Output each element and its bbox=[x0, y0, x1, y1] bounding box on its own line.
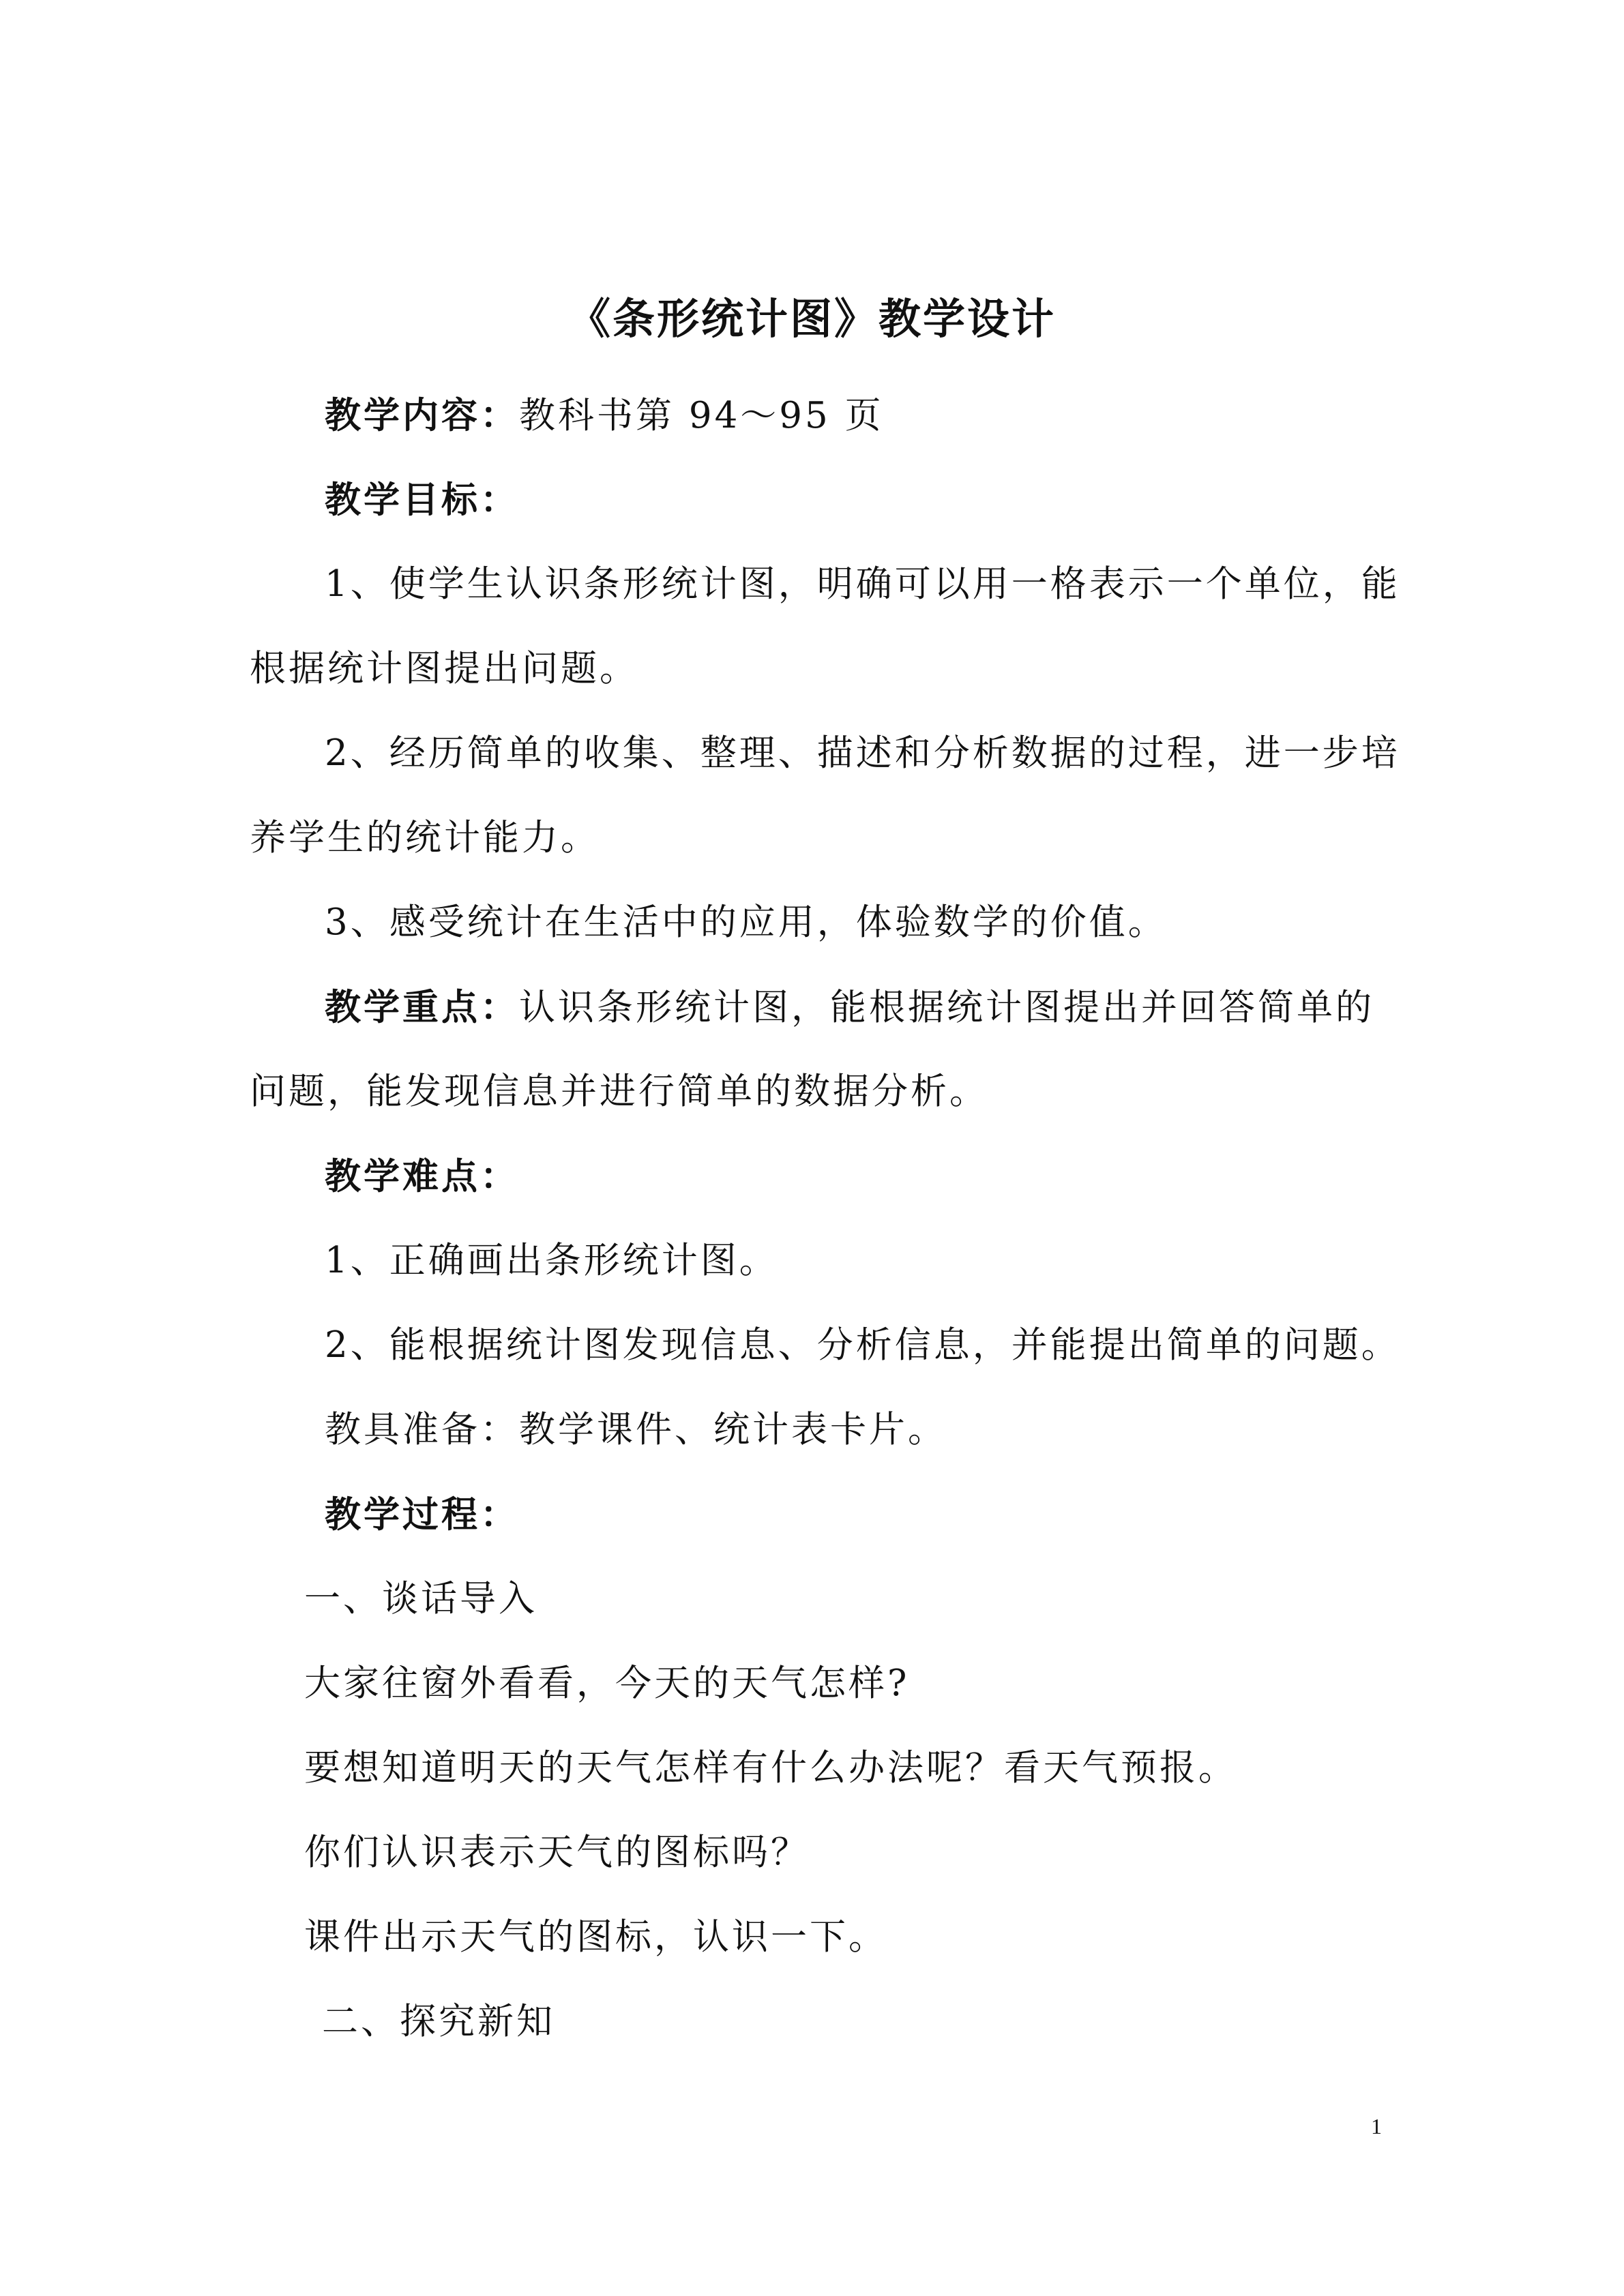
difficulty-1: 1、正确画出条形统计图。 bbox=[325, 1240, 778, 1281]
difficulty-label: 教学难点： bbox=[325, 1155, 519, 1197]
section-2-heading: 二、探究新知 bbox=[322, 2001, 555, 2042]
teaching-goals-label: 教学目标： bbox=[325, 479, 519, 521]
teaching-process-label: 教学过程： bbox=[325, 1493, 519, 1536]
teaching-content-label: 教学内容： bbox=[325, 394, 519, 436]
paragraph-2: 要想知道明天的天气怎样有什么办法呢？看天气预报。 bbox=[304, 1747, 1237, 1789]
goal-2-line-1: 2、经历简单的收集、整理、描述和分析数据的过程，进一步培 bbox=[325, 732, 1400, 774]
teaching-content-line bbox=[325, 391, 884, 441]
key-points-line-2: 问题，能发现信息并进行简单的数据分析。 bbox=[250, 1071, 988, 1112]
key-points-label: 教学重点： bbox=[325, 986, 519, 1028]
section-1-heading: 一、谈话导入 bbox=[304, 1578, 537, 1620]
goal-3: 3、感受统计在生活中的应用，体验数学的价值。 bbox=[325, 901, 1167, 943]
paragraph-1: 大家往窗外看看，今天的天气怎样? bbox=[304, 1663, 910, 1704]
paragraph-4: 课件出示天气的图标，认识一下。 bbox=[304, 1916, 887, 1958]
teaching-tools: 教具准备：教学课件、统计表卡片。 bbox=[325, 1409, 947, 1450]
goal-1-line-1: 1、使学生认识条形统计图，明确可以用一格表示一个单位，能 bbox=[325, 563, 1400, 605]
difficulty-2: 2、能根据统计图发现信息、分析信息，并能提出简单的问题。 bbox=[325, 1324, 1400, 1366]
paragraph-3: 你们认识表示天气的图标吗？ bbox=[304, 1832, 810, 1873]
key-points-text: 认识条形统计图，能根据统计图提出并回答简单的 bbox=[519, 987, 1374, 1028]
key-points-line-1 bbox=[325, 983, 1374, 1032]
document-title: 《条形统计图》教学设计 bbox=[567, 294, 1056, 344]
teaching-content-value: 教科书第 94～95 页 bbox=[519, 395, 884, 436]
goal-1-line-2: 根据统计图提出问题。 bbox=[250, 648, 638, 689]
goal-2-line-2: 养学生的统计能力。 bbox=[250, 817, 600, 859]
page-number: 1 bbox=[1371, 2114, 1382, 2138]
